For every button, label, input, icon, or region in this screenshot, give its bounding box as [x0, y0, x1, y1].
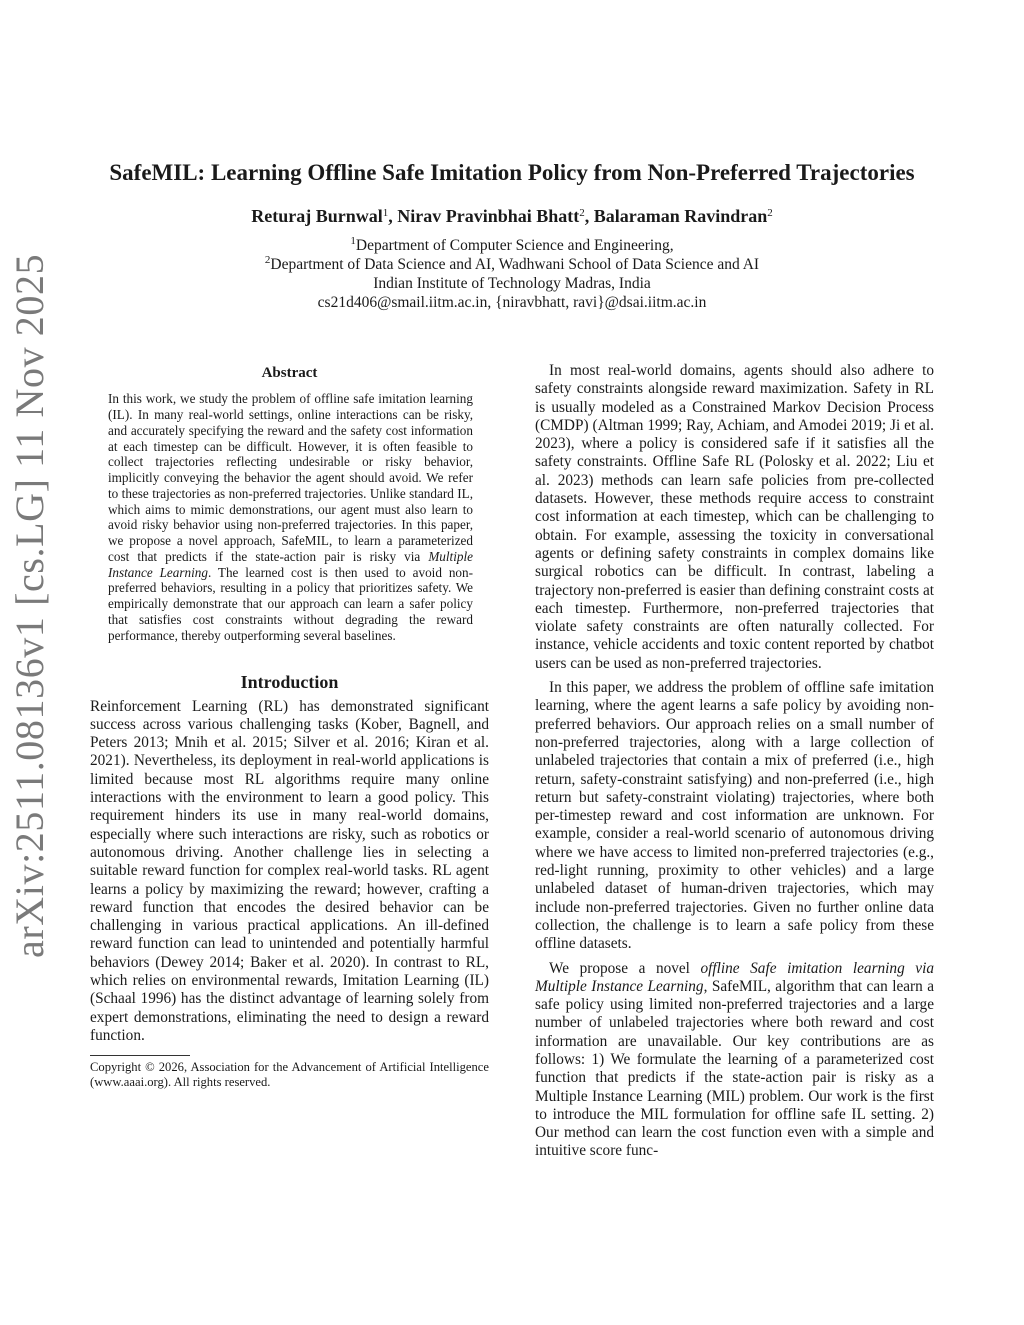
- abstract-text: In this work, we study the problem of offline safe imitation learning (IL). In many real-world settings, online interactions can be risky, and accurately specifying the reward and the safety cost information at each timestep can be difficult. However, it is often feasible to collect trajectories reflecting undesirable or risky behavior, implicitly conveying the behavior the agent should avoid. We refer to these trajectories as non-preferred trajectories. Unlike standard IL, which aims to mimic demonstrations, our agent must also learn to avoid risky behavior using non-preferred trajectories. In this paper, we propose a novel approach, SafeMIL, to learn a parameterized cost that predicts if the state-action pair is risky via Multiple Instance Learning. The learned cost is then used to avoid non-preferred behaviors, resulting in a policy that prioritizes safety. We empirically demonstrate that our approach can learn a safer policy that satisfies cost constraints without degrading the reward performance, thereby outperforming several baselines.: [108, 391, 473, 643]
- affiliation-marker: 2: [264, 254, 271, 266]
- paper-title: SafeMIL: Learning Offline Safe Imitation Policy from Non-Preferred Trajectories: [109, 160, 915, 185]
- arxiv-identifier-stamp: arXiv:2511.08136v1 [cs.LG] 11 Nov 2025: [7, 253, 52, 958]
- author-affiliation-marker: 1: [382, 207, 389, 219]
- affiliations: [60, 236, 964, 312]
- left-column: [90, 362, 489, 1090]
- author-name: Nirav Pravinbhai Bhatt: [397, 206, 580, 226]
- author-name: Returaj Burnwal: [251, 206, 383, 226]
- author-list: [60, 204, 964, 228]
- introduction-paragraph: Reinforcement Learning (RL) has demonstrated significant success across various challenging tasks (Kober, Bagnell, and Peters 2013; Mnih et al. 2015; Silver et al. 2016; Kiran et al. 2021). Nevertheless, its deployment in real-world applications is limited because most RL algorithms require many online interactions with the environment to learn a good policy. This requirement hinders its use in many real-world domains, especially where such interactions are risky, such as robotics or autonomous driving. Another challenge lies in selecting a suitable reward function for complex real-world tasks. RL agent learns a policy by maximizing the reward; however, crafting a reward function that encodes the desired behavior can be challenging in various practical applications. An ill-defined reward function can lead to unintended and potentially harmful behaviors (Dewey 2014; Baker et al. 2020). In contrast to RL, which relies on environmental rewards, Imitation Learning (IL) (Schaal 1996) has the distinct advantage of learning solely from expert demonstrations, eliminating the need to design a reward function.: [90, 697, 489, 1044]
- affiliation-line: $^2$Department of Data Science and AI, Wadhwani School of Data Science and AI: [264, 254, 760, 273]
- affiliation-line: $^1$Department of Computer Science and Engineering,: [350, 235, 674, 254]
- body-paragraph: In most real-world domains, agents should also adhere to safety constraints alongside reward maximization. Safety in RL is usually modeled as a Constrained Markov Decision Process (CMDP) (Altman 1999; Ray, Achiam, and Amodei 2019; Ji et al. 2023), where a policy is considered safe if it satisfies all the safety constraints. Offline Safe RL (Polosky et al. 2022; Liu et al. 2023) methods can learn safe policies from pre-collected datasets. However, these methods require access to constraint cost information at each timestep, which can be challenging to obtain. For example, assessing the toxicity in conversational agents or defining safety constraints in complex domains like surgical robotics can be difficult. In contrast, labeling a trajectory non-preferred is easier than defining constraint costs at each timestep. Furthermore, non-preferred trajectories that violate safety constraints are often naturally collected. For instance, vehicle accidents and toxic content reported by chatbot users can be used as non-preferred trajectories.: [535, 362, 934, 672]
- body-paragraph: We propose a novel offline Safe imitation learning via Multiple Instance Learning, SafeMIL, algorithm that can learn a safe policy using limited non-preferred trajectories and a large number of unlabeled trajectories where both reward and cost information are unavailable. Our key contributions are as follows: 1) We formulate the learning of a parameterized cost function that predicts if the state-action pair is risky as a Multiple Instance Learning (MIL) problem. Our work is the first to introduce the MIL formulation for offline safe IL setting. 2) Our method can learn the cost function even with a simple and intuitive score func-: [535, 959, 934, 1160]
- body-paragraph: In this paper, we address the problem of offline safe imitation learning, where the agent learns a safe policy by avoiding non-preferred behaviors. Our approach relies on a small number of non-preferred trajectories, along with a large collection of unlabeled trajectories that contain a mix of preferred (i.e., high return, safety-constraint satisfying) and non-preferred (i.e., high return but safety-constraint violating) trajectories, where both per-timestep reward and cost information are unknown. For example, consider a real-world scenario of autonomous driving where we have access to limited non-preferred trajectories (e.g., red-light running, proximity to other vehicles) and a large unlabeled dataset of human-driven trajectories, which may include non-preferred trajectories. Given no further online data collection, the challenge is to learn a safe policy from these offline datasets.: [535, 679, 934, 953]
- author-affiliation-marker: 2: [579, 207, 585, 219]
- author-separator: ,: [584, 206, 594, 226]
- affiliation-line: Indian Institute of Technology Madras, India: [373, 275, 651, 292]
- method-name-emphasis: offline Safe imitation learning via Multiple Instance Learning: [535, 959, 934, 995]
- author-affiliation-marker: 2: [767, 207, 773, 219]
- author-separator: ,: [388, 206, 398, 226]
- abstract-heading: Abstract: [261, 365, 318, 381]
- copyright-footnote: Copyright © 2026, Association for the Advancement of Artificial Intelligence (www.aaai.org). All rights reserved.: [90, 1060, 489, 1090]
- right-column: [535, 362, 934, 1167]
- introduction-heading: Introduction: [240, 672, 339, 693]
- affiliation-marker: 1: [350, 235, 356, 247]
- author-emails: cs21d406@smail.iitm.ac.in, {niravbhatt, ravi}@dsai.iitm.ac.in: [317, 294, 707, 311]
- footnote-divider: [90, 1055, 190, 1056]
- author-name: Balaraman Ravindran: [593, 206, 768, 226]
- abstract-emphasis: Multiple Instance Learning: [108, 548, 473, 580]
